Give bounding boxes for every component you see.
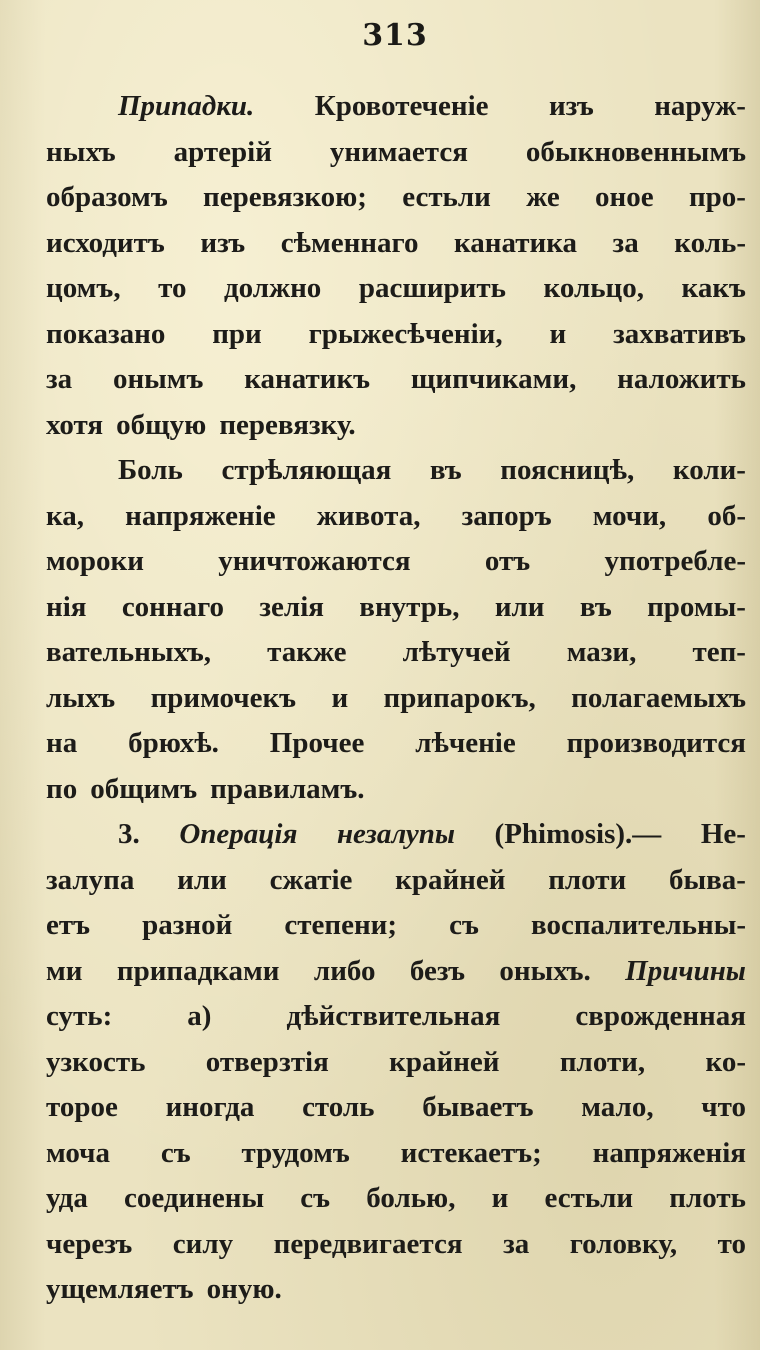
text-line: [46, 357, 746, 403]
word: артерій: [173, 135, 272, 168]
word: оную.: [206, 1273, 282, 1305]
word: правиламъ.: [210, 772, 365, 805]
word: нія: [46, 590, 87, 623]
text-line: [46, 630, 746, 676]
word: Прочее: [269, 727, 365, 759]
word: ко-: [705, 1045, 746, 1078]
word: то: [717, 1227, 746, 1260]
text-line: [46, 1085, 746, 1131]
word: коль-: [674, 226, 746, 259]
text-line: [46, 585, 746, 631]
word: об-: [707, 499, 746, 532]
word: и: [491, 1182, 509, 1214]
word: узкость: [46, 1045, 146, 1078]
word: ми: [46, 954, 83, 987]
word: производится: [566, 727, 746, 759]
text-line: [46, 903, 746, 949]
text-line: [46, 448, 746, 494]
word: трудомъ: [241, 1136, 350, 1169]
word: за: [46, 363, 73, 395]
word: соннаго: [121, 590, 225, 623]
word: быва-: [669, 863, 746, 896]
word: ка,: [46, 499, 85, 532]
word: по: [46, 772, 78, 805]
word: сжатіе: [269, 863, 353, 896]
text-line: [46, 312, 746, 358]
word: (Phimosis).—: [494, 818, 662, 850]
word: общую: [116, 408, 207, 441]
word: хотя: [46, 408, 104, 441]
text-line: [46, 130, 746, 176]
word: Припадки.: [118, 90, 255, 122]
word: грыжесѣченіи,: [308, 317, 503, 350]
word: етъ: [46, 909, 91, 941]
word: то: [158, 272, 187, 304]
word: или: [177, 863, 227, 896]
word: за: [503, 1227, 530, 1260]
word: полагаемыхъ: [571, 681, 746, 714]
word: дѣйствительная: [286, 1000, 501, 1032]
word: торое: [46, 1091, 118, 1123]
word: наруж-: [654, 90, 746, 122]
word: про-: [688, 181, 746, 213]
word: зелія: [259, 590, 324, 623]
word: коли-: [672, 454, 746, 486]
word: плоти: [548, 863, 627, 896]
text-line: [46, 1131, 746, 1177]
word: и: [549, 317, 567, 350]
text-line: [46, 403, 746, 449]
word: бываетъ: [422, 1091, 534, 1123]
word: общимъ: [90, 772, 198, 805]
word: же: [526, 181, 560, 213]
word: Боль: [118, 454, 183, 486]
word: плоть: [669, 1182, 746, 1214]
text-line: [46, 812, 746, 858]
word: какъ: [681, 272, 746, 304]
text-line: [46, 221, 746, 267]
word: теп-: [692, 636, 746, 668]
text-line: [46, 858, 746, 904]
word: отъ: [484, 545, 531, 577]
word: канатикъ: [244, 363, 371, 395]
word: стрѣляющая: [221, 454, 392, 486]
word: либо: [313, 954, 376, 987]
word: 3.: [118, 818, 140, 850]
word: изъ: [200, 226, 246, 259]
word: канатика: [454, 226, 577, 259]
word: унимается: [329, 135, 468, 168]
text-line: [46, 84, 746, 130]
page-text: [46, 84, 746, 1313]
word: исходитъ: [46, 226, 165, 259]
word: Операція: [179, 818, 298, 850]
word: вательныхъ,: [46, 636, 212, 668]
word: припадками: [116, 954, 280, 987]
word: при: [212, 317, 262, 350]
text-line: [46, 175, 746, 221]
word: поясницѣ,: [500, 454, 635, 486]
word: брюхѣ.: [128, 727, 219, 759]
text-line: [46, 1222, 746, 1268]
word: показано: [46, 317, 166, 350]
word: оное: [595, 181, 654, 213]
word: промы-: [647, 590, 746, 623]
word: расширить: [358, 272, 506, 304]
text-line: [46, 994, 746, 1040]
word: головку,: [569, 1227, 678, 1260]
word: истекаетъ;: [400, 1136, 542, 1169]
word: мочи,: [592, 499, 667, 532]
word: должно: [224, 272, 322, 304]
word: обыкновеннымъ: [525, 135, 746, 168]
word: столь: [302, 1091, 375, 1123]
word: плоти,: [559, 1045, 646, 1078]
word: передвигается: [273, 1227, 463, 1260]
word: запоръ: [461, 499, 552, 532]
word: напряженіе: [125, 499, 276, 532]
word: безъ: [409, 954, 465, 987]
word: что: [701, 1091, 746, 1123]
word: соединены: [123, 1182, 265, 1214]
word: залупа: [46, 863, 135, 896]
word: или: [494, 590, 545, 623]
word: внутрь,: [359, 590, 460, 623]
word: онымъ: [112, 363, 204, 395]
text-line: [46, 266, 746, 312]
word: силу: [172, 1227, 234, 1260]
word: естьли: [402, 181, 491, 213]
word: лѣченіе: [415, 727, 516, 759]
word: припарокъ,: [383, 681, 536, 714]
word: также: [267, 636, 347, 668]
word: крайней: [395, 863, 506, 896]
word: лыхъ: [46, 681, 116, 714]
word: естьли: [544, 1182, 634, 1214]
word: на: [46, 727, 78, 759]
word: цомъ,: [46, 272, 121, 304]
word: съ: [449, 909, 479, 941]
word: сврожденная: [575, 1000, 746, 1032]
word: примочекъ: [150, 681, 297, 714]
word: степени;: [284, 909, 398, 941]
word: суть:: [46, 1000, 113, 1032]
text-line: [46, 1267, 746, 1313]
word: живота,: [316, 499, 421, 532]
word: въ: [579, 590, 612, 623]
word: уничтожаются: [218, 545, 411, 577]
word: лѣтучей: [402, 636, 511, 668]
word: незалупы: [336, 818, 455, 850]
text-line: [46, 1176, 746, 1222]
word: съ: [300, 1182, 331, 1214]
word: захвативъ: [613, 317, 746, 350]
word: напряженія: [592, 1136, 746, 1169]
word: сѣменнаго: [280, 226, 419, 259]
word: ныхъ: [46, 135, 116, 168]
word: мало,: [581, 1091, 654, 1123]
word: за: [612, 226, 639, 259]
text-line: [46, 767, 746, 813]
word: Кровотеченіе: [314, 90, 489, 122]
word: Причины: [625, 954, 746, 987]
word: воспалительны-: [530, 909, 746, 941]
word: моча: [46, 1136, 110, 1169]
word: образомъ: [46, 181, 168, 213]
word: перевязкою;: [203, 181, 367, 213]
text-line: [46, 1040, 746, 1086]
word: употребле-: [604, 545, 746, 577]
word: черезъ: [46, 1227, 133, 1260]
text-line: [46, 539, 746, 585]
word: Не-: [700, 818, 746, 850]
word: оныхъ.: [499, 954, 591, 987]
word: кольцо,: [543, 272, 645, 304]
word: наложить: [617, 363, 746, 395]
word: болью,: [366, 1182, 456, 1214]
word: съ: [160, 1136, 191, 1169]
word: отверзтія: [205, 1045, 329, 1078]
page-number: 313: [362, 18, 428, 53]
word: щипчиками,: [410, 363, 577, 395]
word: изъ: [548, 90, 594, 122]
word: уда: [46, 1182, 88, 1214]
text-line: [46, 721, 746, 767]
word: перевязку.: [219, 408, 356, 441]
word: иногда: [165, 1091, 255, 1123]
word: крайней: [389, 1045, 500, 1078]
word: мороки: [46, 545, 144, 577]
text-line: [46, 949, 746, 995]
word: а): [187, 1000, 212, 1032]
word: мази,: [566, 636, 637, 668]
word: ущемляетъ: [46, 1273, 194, 1305]
text-line: [46, 676, 746, 722]
word: въ: [429, 454, 462, 486]
word: и: [331, 681, 349, 714]
text-line: [46, 494, 746, 540]
word: разной: [142, 909, 233, 941]
